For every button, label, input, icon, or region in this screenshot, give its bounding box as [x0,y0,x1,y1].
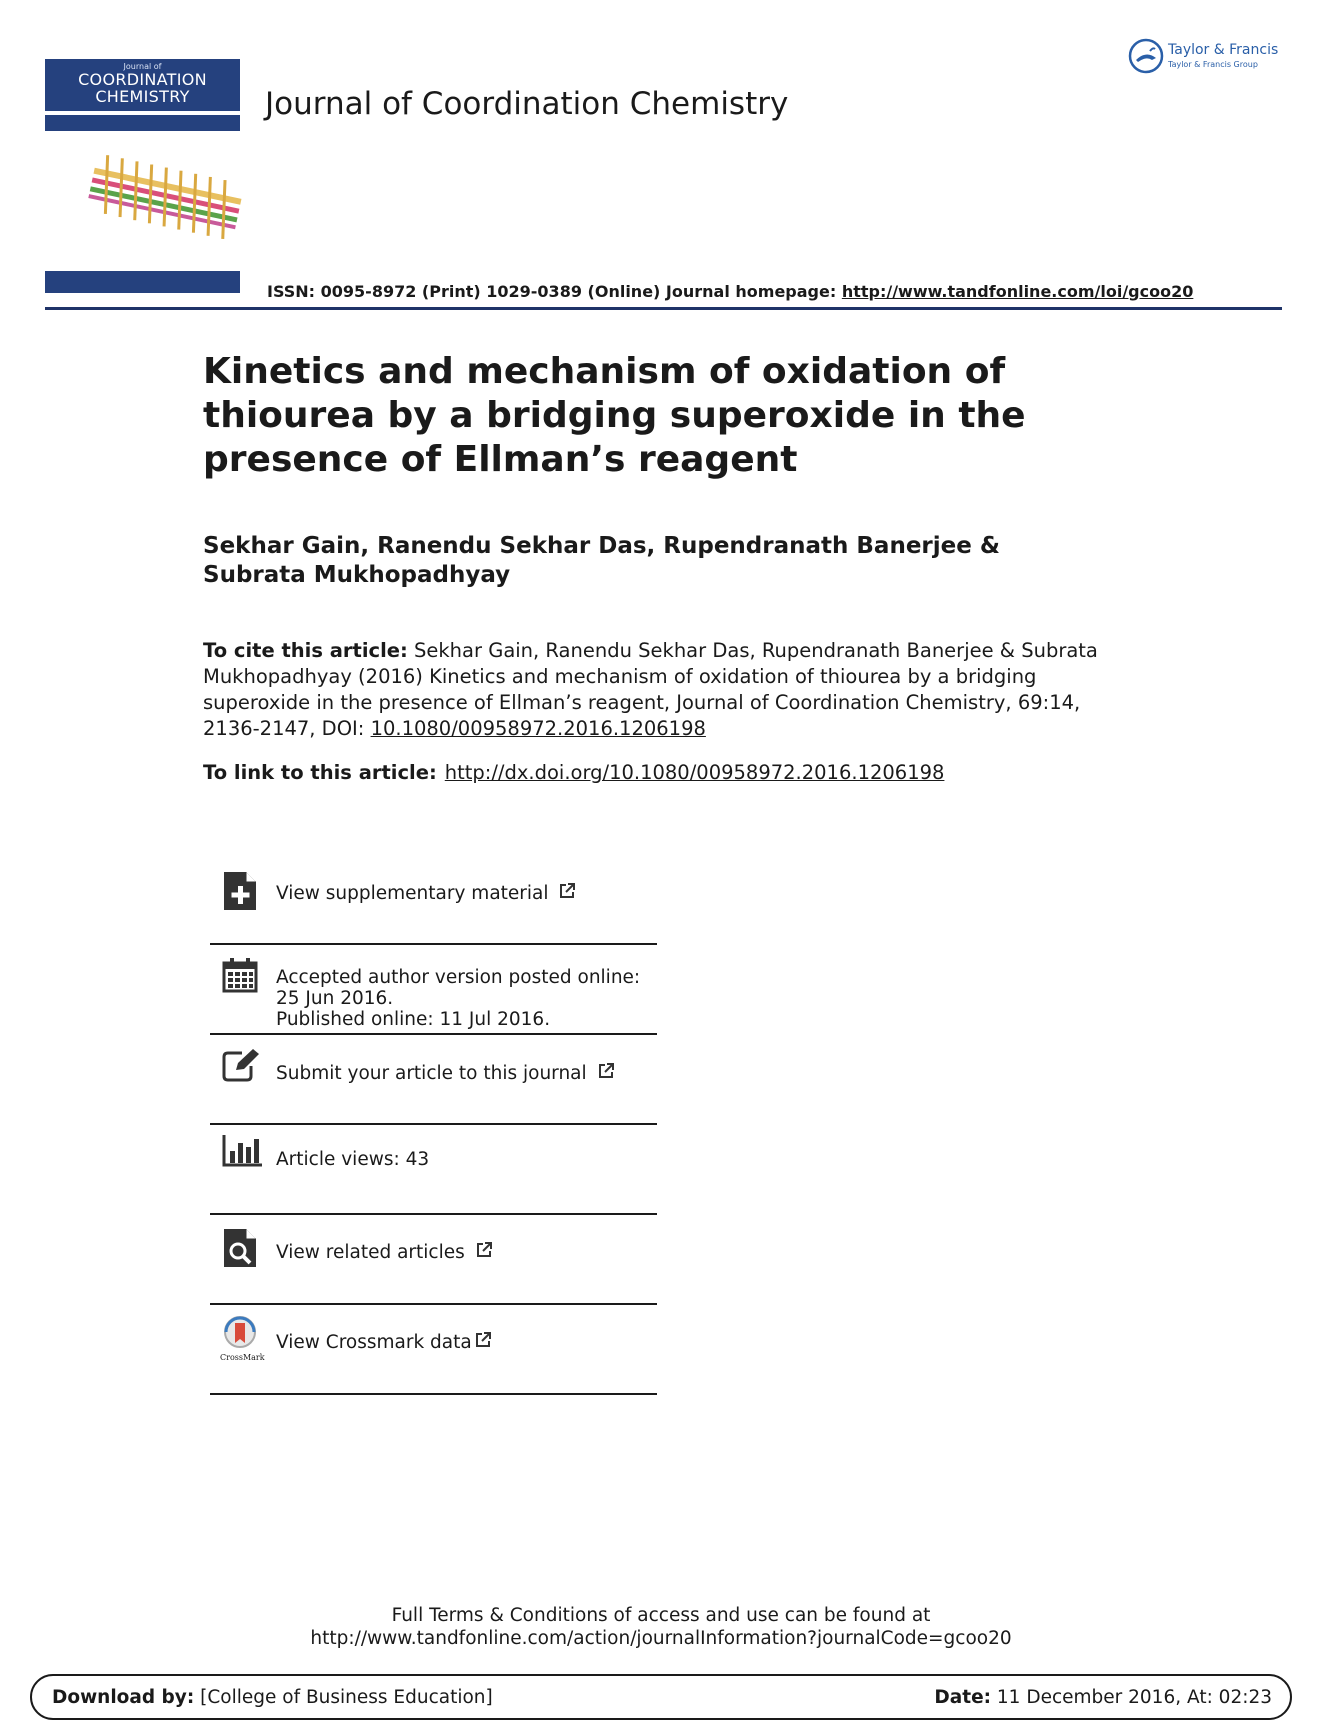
bar-chart-icon [222,1135,262,1167]
info-row-label: View supplementary material [276,882,656,904]
issn-line [267,282,1193,301]
terms-line1: Full Terms & Conditions of access and use can be found at [391,1605,931,1626]
date-label: Date: [934,1687,992,1708]
accepted-date: Accepted author version posted online: 25 Jun 2016. [276,967,641,1009]
calendar-icon [222,957,258,993]
edit-pencil-icon [222,1048,260,1082]
info-row-dates [210,945,657,1035]
file-search-icon [222,1227,258,1269]
info-row-crossmark[interactable] [210,1305,657,1395]
published-date: Published online: 11 Jul 2016. [276,1009,551,1030]
crossmark-logo-text: CrossMark [220,1353,265,1362]
info-row-supplementary[interactable] [210,865,657,945]
cite-text: Sekhar Gain, Ranendu Sekhar Das, Rupendranath Banerjee & Subrata Mukhopadhyay (2016) Kinetics and mechanism of oxidation of thiourea by a bridging superoxide in the presence of Ellman’s reagent, Journal of Coordination Chemistry, 69:14, 2136-2147, DOI: [203,639,1098,740]
external-link-icon [475,1241,493,1259]
cover-artwork-image [65,148,265,248]
external-link-icon [474,1331,492,1349]
cover-sub-band [45,115,240,131]
article-doi-link[interactable]: http://dx.doi.org/10.1080/00958972.2016.1206198 [444,761,945,784]
info-row-related[interactable] [210,1215,657,1305]
header-rule [45,307,1282,310]
cover-title-line1: COORDINATION [78,70,207,89]
link-label: To link to this article: [203,761,437,784]
issn-text: ISSN: 0095-8972 (Print) 1029-0389 (Online) Journal homepage: [267,282,842,301]
journal-name: Journal of Coordination Chemistry [265,86,789,122]
article-link-block [203,761,944,784]
cite-label: To cite this article: [203,639,408,662]
cover-title-block [45,59,240,111]
info-row-views [210,1125,657,1215]
info-row-label: View Crossmark data [276,1331,656,1353]
download-label: Download by: [52,1687,195,1708]
publisher-lamp-icon [1128,38,1164,74]
journal-homepage-link[interactable]: http://www.tandfonline.com/loi/gcoo20 [841,282,1194,301]
download-value: [College of Business Education] [194,1687,493,1708]
cover-small-line: Journal of [123,62,162,71]
terms-notice [0,1604,1322,1650]
info-row-submit[interactable] [210,1035,657,1125]
download-date [934,1687,1272,1708]
info-row-label: View related articles [276,1241,656,1263]
publisher-name: Taylor & Francis [1168,42,1279,58]
crossmark-icon [220,1315,260,1349]
info-row-label: Submit your article to this journal [276,1062,656,1084]
download-info-bar [30,1674,1292,1720]
article-views: Article views: 43 [276,1149,430,1170]
info-row-label [276,967,656,1030]
row-divider [210,1393,657,1395]
cite-doi-link[interactable]: 10.1080/00958972.2016.1206198 [370,717,706,740]
external-link-icon [558,882,576,900]
cover-title-line2: CHEMISTRY [95,87,190,106]
crossmark-logo [220,1315,265,1362]
article-title: Kinetics and mechanism of oxidation of thiourea by a bridging superoxide in the presence of Ellman’s reagent [203,351,1026,480]
file-plus-icon [222,870,258,912]
journal-cover-thumbnail [45,48,240,293]
citation-block [203,638,1103,742]
date-value: 11 December 2016, At: 02:23 [991,1687,1272,1708]
article-authors: Sekhar Gain, Ranendu Sekhar Das, Rupendranath Banerjee & Subrata Mukhopadhyay [203,533,1000,588]
cover-bottom-band [45,271,240,293]
publisher-logo[interactable] [1128,38,1279,78]
external-link-icon [597,1062,615,1080]
publisher-group: Taylor & Francis Group [1168,60,1258,69]
download-by [52,1687,493,1708]
terms-url[interactable]: http://www.tandfonline.com/action/journalInformation?journalCode=gcoo20 [310,1628,1012,1649]
